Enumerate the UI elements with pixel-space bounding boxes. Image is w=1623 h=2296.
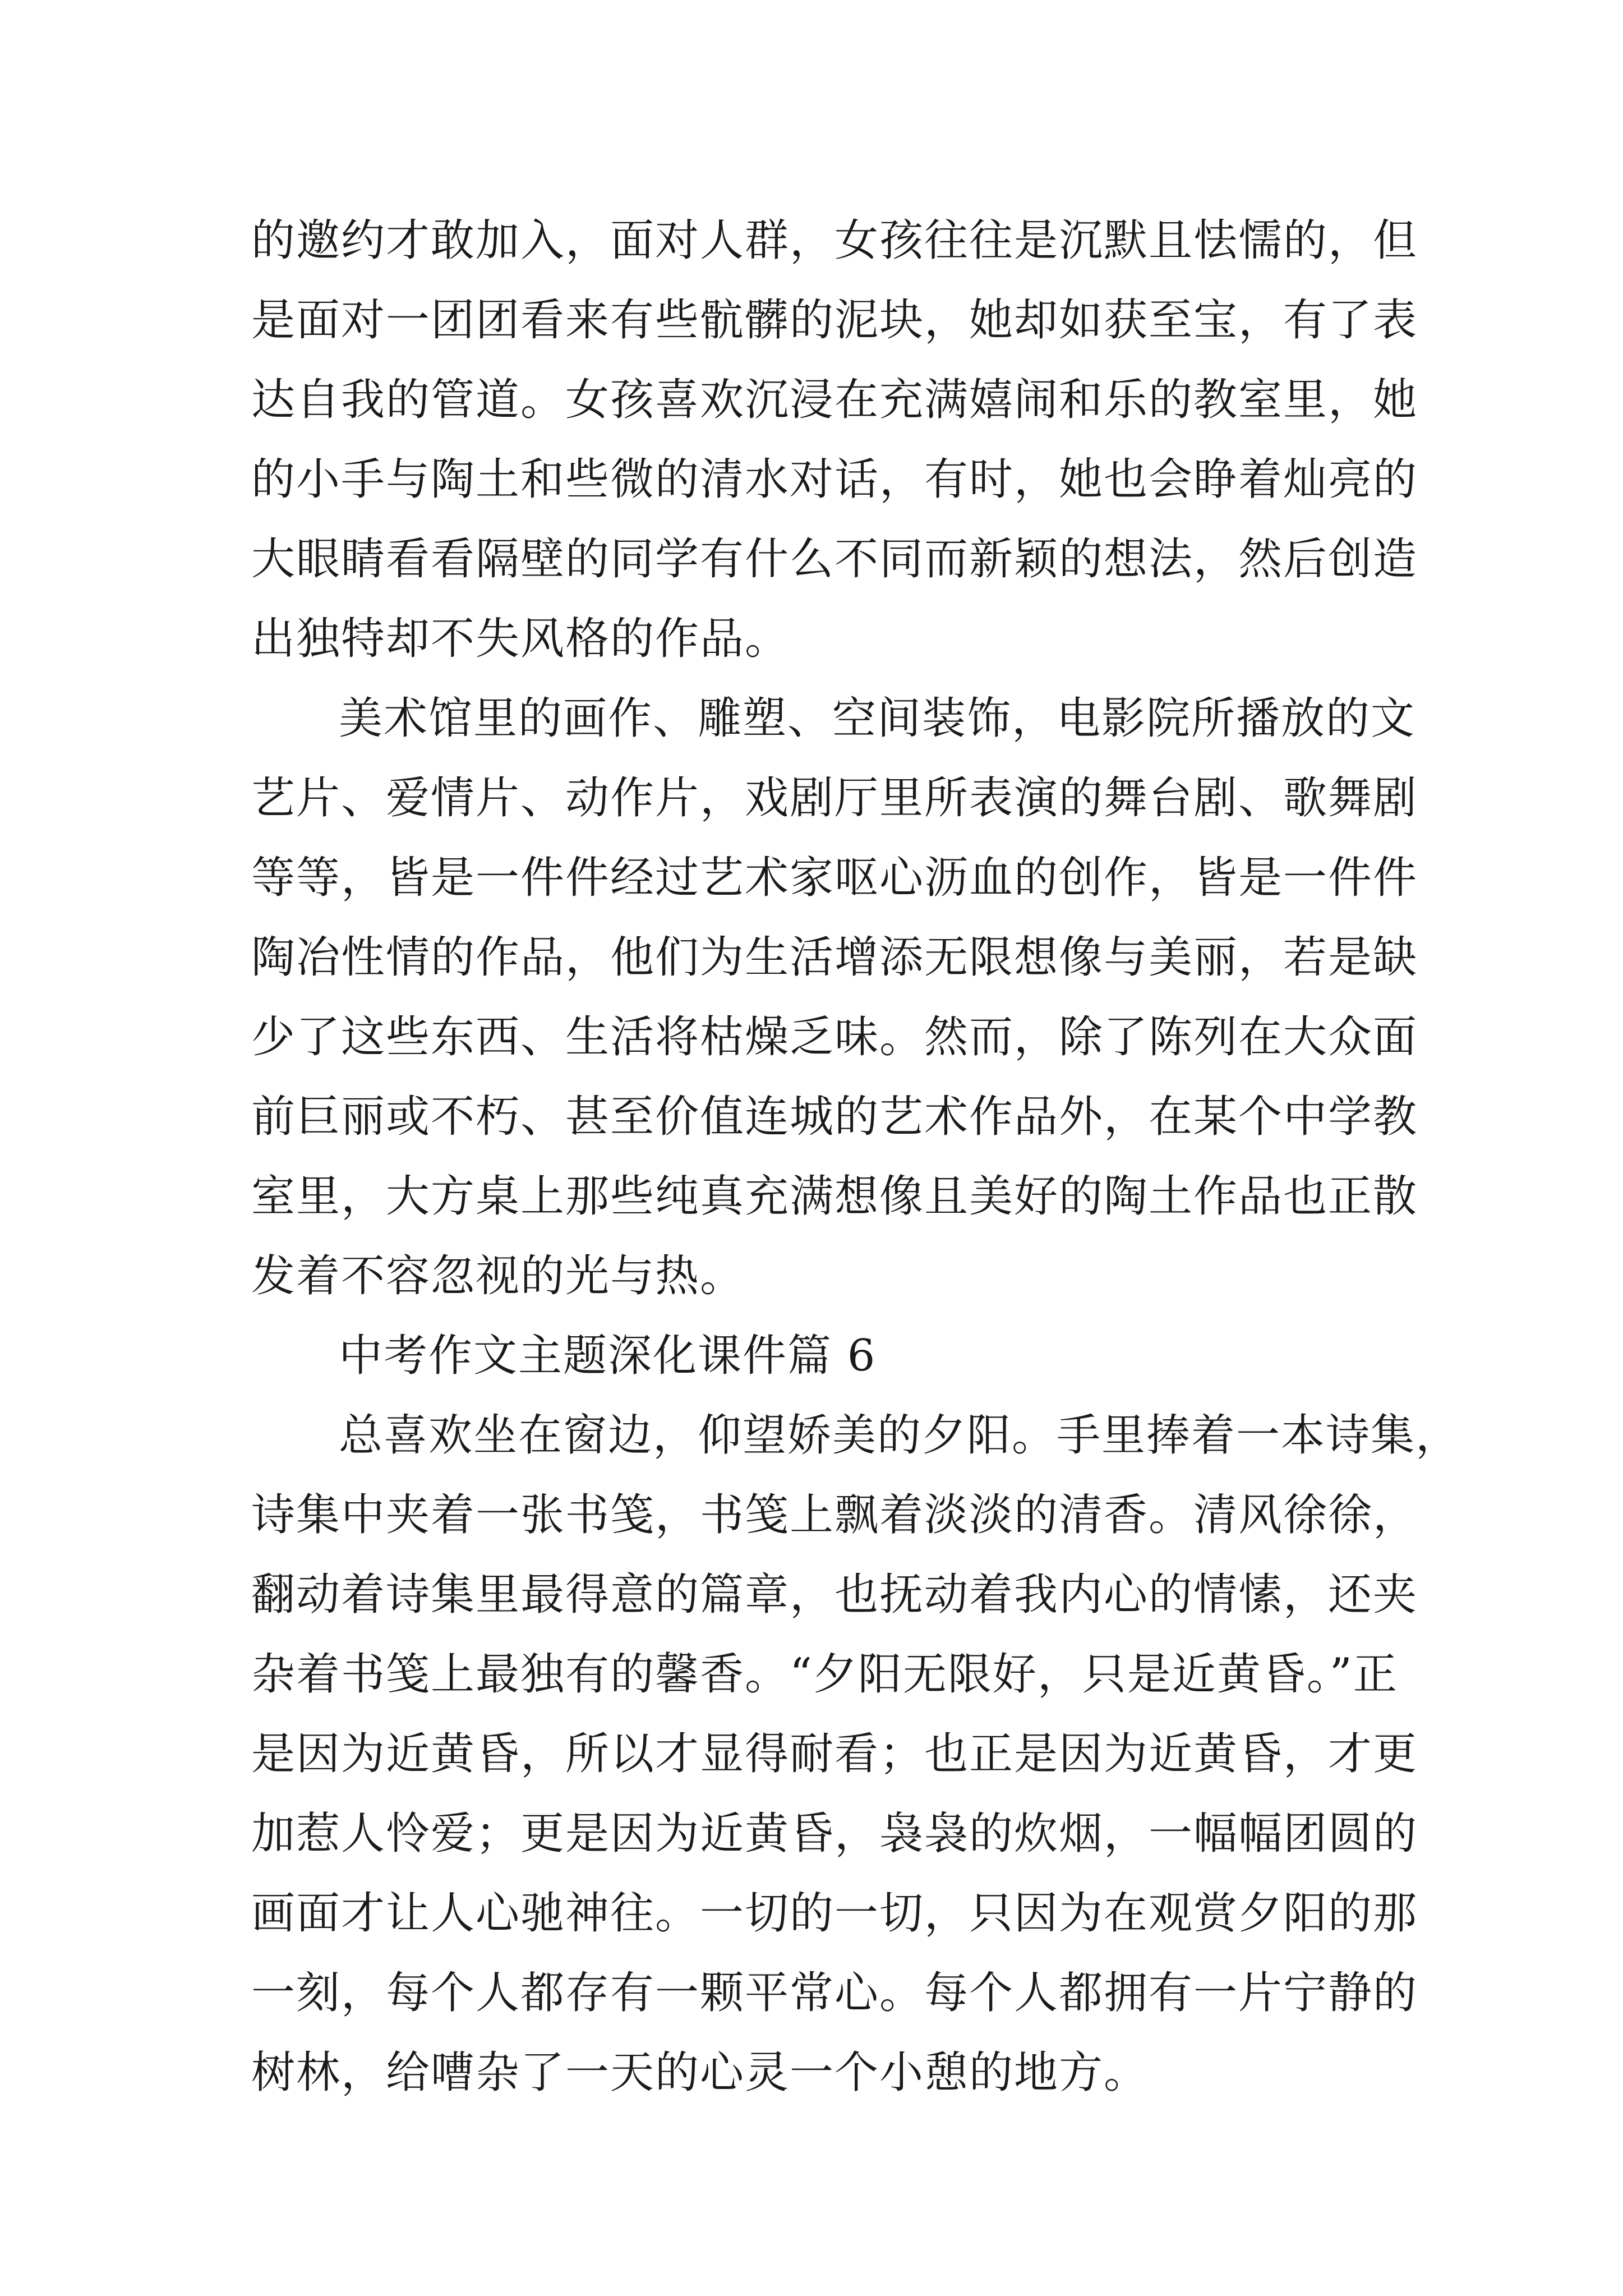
text-line: 是面对一团团看来有些骯髒的泥块，她却如获至宝，有了表 [251, 295, 1418, 346]
text-line: 杂着书笺上最独有的馨香。“夕阳无限好，只是近黄昏。”正 [251, 1649, 1398, 1700]
text-line: 翻动着诗集里最得意的篇章，也抚动着我内心的情愫，还夹 [251, 1570, 1418, 1620]
text-line: 达自我的管道。女孩喜欢沉浸在充满嬉闹和乐的教室里，她 [251, 375, 1418, 425]
text-line: 诗集中夹着一张书笺，书笺上飘着淡淡的清香。清风徐徐， [251, 1490, 1418, 1540]
paragraph-first-line: 总喜欢坐在窗边，仰望娇美的夕阳。手里捧着一本诗集， [339, 1410, 1461, 1461]
text-line: 画面才让人心驰神往。一切的一切，只因为在观赏夕阳的那 [251, 1888, 1418, 1939]
text-line: 是因为近黄昏，所以才显得耐看；也正是因为近黄昏，才更 [251, 1729, 1418, 1779]
text-line: 发着不容忽视的光与热。 [251, 1251, 745, 1301]
text-line: 大眼睛看看隔壁的同学有什么不同而新颖的想法，然后创造 [251, 534, 1418, 585]
text-line: 的邀约才敢加入，面对人群，女孩往往是沉默且怯懦的，但 [251, 215, 1418, 266]
text-line: 一刻，每个人都存有一颗平常心。每个人都拥有一片宁静的 [251, 1968, 1418, 2018]
section-heading: 中考作文主题深化课件篇 6 [339, 1331, 877, 1381]
text-line: 的小手与陶土和些微的清水对话，有时，她也会睁着灿亮的 [251, 454, 1418, 505]
text-line: 前巨丽或不朽、甚至价值连城的艺术作品外，在某个中学教 [251, 1092, 1418, 1142]
text-line: 陶冶性情的作品，他们为生活增添无限想像与美丽，若是缺 [251, 932, 1418, 983]
text-line: 少了这些东西、生活将枯燥乏味。然而，除了陈列在大众面 [251, 1012, 1418, 1062]
text-line: 等等，皆是一件件经过艺术家呕心沥血的创作，皆是一件件 [251, 853, 1418, 903]
text-line: 加惹人怜爱；更是因为近黄昏，袅袅的炊烟，一幅幅团圆的 [251, 1809, 1418, 1859]
text-line: 室里，大方桌上那些纯真充满想像且美好的陶土作品也正散 [251, 1171, 1418, 1222]
text-line: 出独特却不失风格的作品。 [251, 614, 790, 664]
text-line: 艺片、爱情片、动作片，戏剧厅里所表演的舞台剧、歌舞剧 [251, 773, 1418, 823]
document-body [251, 201, 1461, 2113]
paragraph-first-line: 美术馆里的画作、雕塑、空间装饰，电影院所播放的文 [339, 693, 1416, 744]
text-line: 树林，给嘈杂了一天的心灵一个小憩的地方。 [251, 2047, 1149, 2098]
